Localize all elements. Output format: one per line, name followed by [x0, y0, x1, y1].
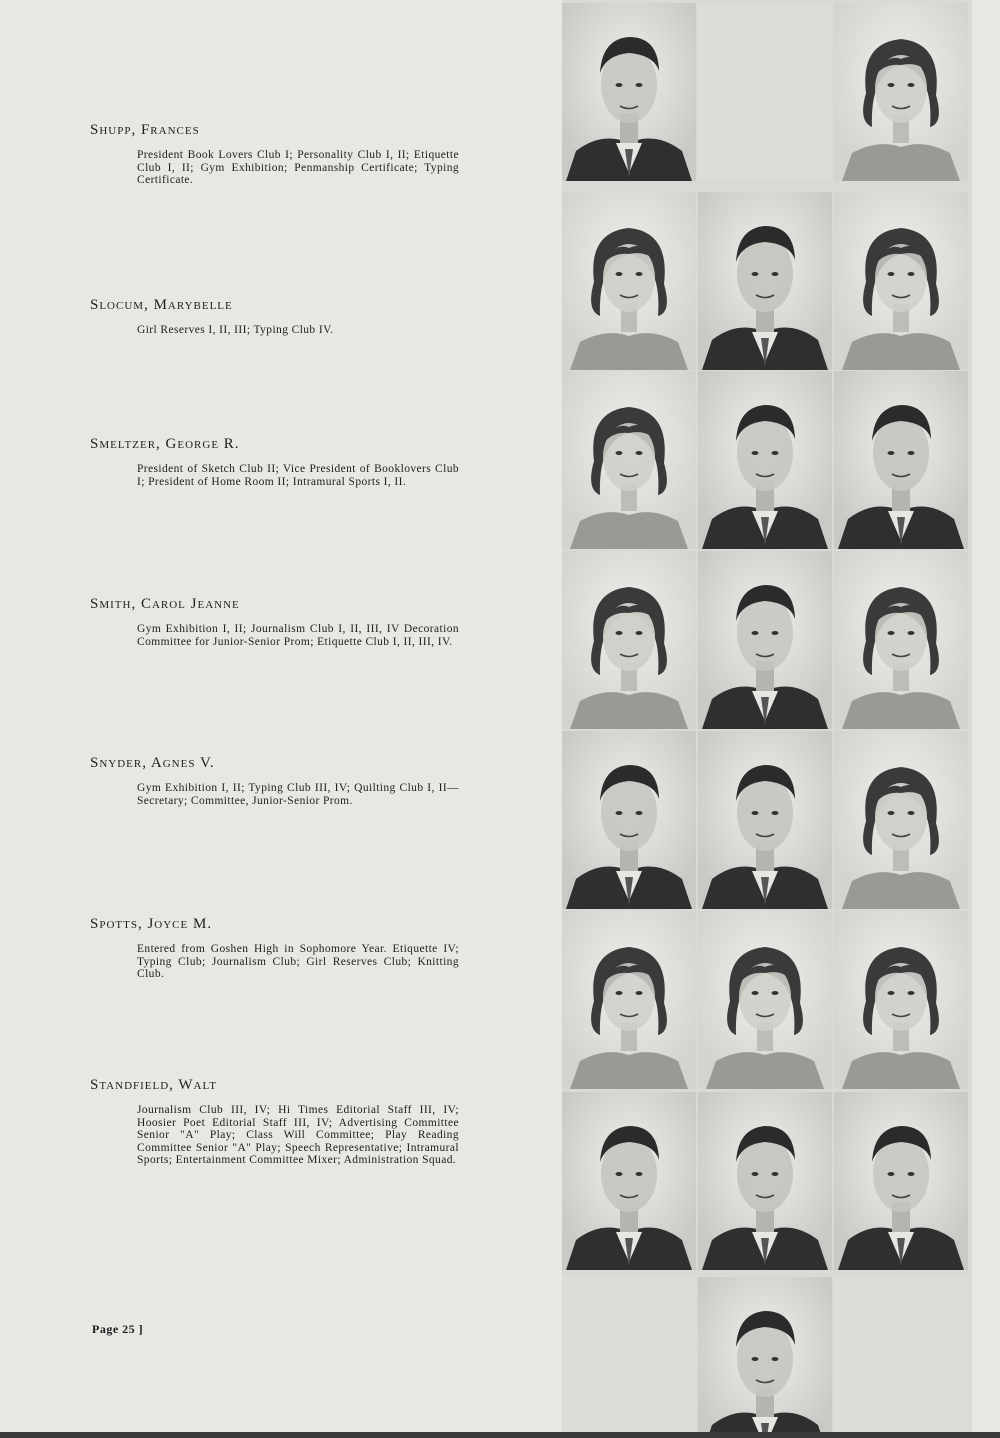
student-activities: Gym Exhibition I, II; Journalism Club I, II, III, IV Decoration Committee for Junior-Senior Prom; Etiquette Club I, II, III, IV. — [137, 623, 459, 648]
student-portrait — [562, 1092, 696, 1270]
student-portrait — [562, 3, 696, 181]
student-portrait — [834, 731, 968, 909]
student-portrait — [698, 1092, 832, 1270]
student-portrait — [698, 371, 832, 549]
page-number: Page 25 ] — [92, 1322, 144, 1336]
student-activities: Girl Reserves I, II, III; Typing Club IV. — [137, 324, 334, 336]
empty-photo-slot — [834, 1277, 968, 1432]
student-portrait — [698, 731, 832, 909]
student-portrait — [834, 911, 968, 1089]
student-portrait — [698, 1277, 832, 1432]
student-portrait — [834, 192, 968, 370]
student-activities: President Book Lovers Club I; Personality Club I, II; Etiquette Club I, II; Gym Exhibition; Penmanship Certificate; Typing Certificate. — [137, 149, 459, 187]
student-portrait — [834, 3, 968, 181]
student-portrait — [698, 551, 832, 729]
entry-standfield — [90, 1076, 470, 1167]
empty-photo-slot — [562, 1277, 696, 1432]
entry-snyder — [90, 754, 470, 807]
student-name: Smith, Carol Jeanne — [90, 596, 240, 612]
student-name: Spotts, Joyce M. — [90, 916, 213, 932]
student-portrait — [698, 911, 832, 1089]
student-name: Snyder, Agnes V. — [90, 755, 215, 771]
portrait-grid — [562, 0, 972, 1438]
student-portrait — [562, 551, 696, 729]
student-name: Shupp, Frances — [90, 122, 200, 138]
student-activities: Journalism Club III, IV; Hi Times Editorial Staff III, IV; Hoosier Poet Editorial Staff III, IV; Advertising Committee Senior "A" Play; Class Will Committee; Play Reading Committee Senior "A" Play; Speech Representative; Intramural Sports; Entertainment Committee Mixer; Administration Squad. — [137, 1104, 459, 1167]
student-portrait — [562, 192, 696, 370]
student-portrait — [562, 911, 696, 1089]
student-portrait — [562, 731, 696, 909]
student-name: Smeltzer, George R. — [90, 436, 240, 452]
student-name: Slocum, Marybelle — [90, 297, 233, 313]
student-name: Standfield, Walt — [90, 1077, 217, 1093]
entry-smeltzer — [90, 435, 470, 488]
entry-slocum — [90, 296, 470, 337]
student-portrait — [834, 371, 968, 549]
entry-smith — [90, 595, 470, 648]
student-activities: President of Sketch Club II; Vice President of Booklovers Club I; President of Home Room II; Intramural Sports I, II. — [137, 463, 459, 488]
student-portrait — [834, 1092, 968, 1270]
student-portrait — [834, 551, 968, 729]
entry-shupp — [90, 121, 470, 187]
student-portrait — [698, 192, 832, 370]
student-activities: Gym Exhibition I, II; Typing Club III, IV; Quilting Club I, II—Secretary; Committee, Junior-Senior Prom. — [137, 782, 459, 807]
empty-photo-slot — [698, 3, 832, 181]
student-activities: Entered from Goshen High in Sophomore Year. Etiquette IV; Typing Club; Journalism Club; Girl Reserves Club; Knitting Club. — [137, 943, 459, 981]
entry-spotts — [90, 915, 470, 981]
student-portrait — [562, 371, 696, 549]
page-bottom-edge — [0, 1432, 1000, 1438]
